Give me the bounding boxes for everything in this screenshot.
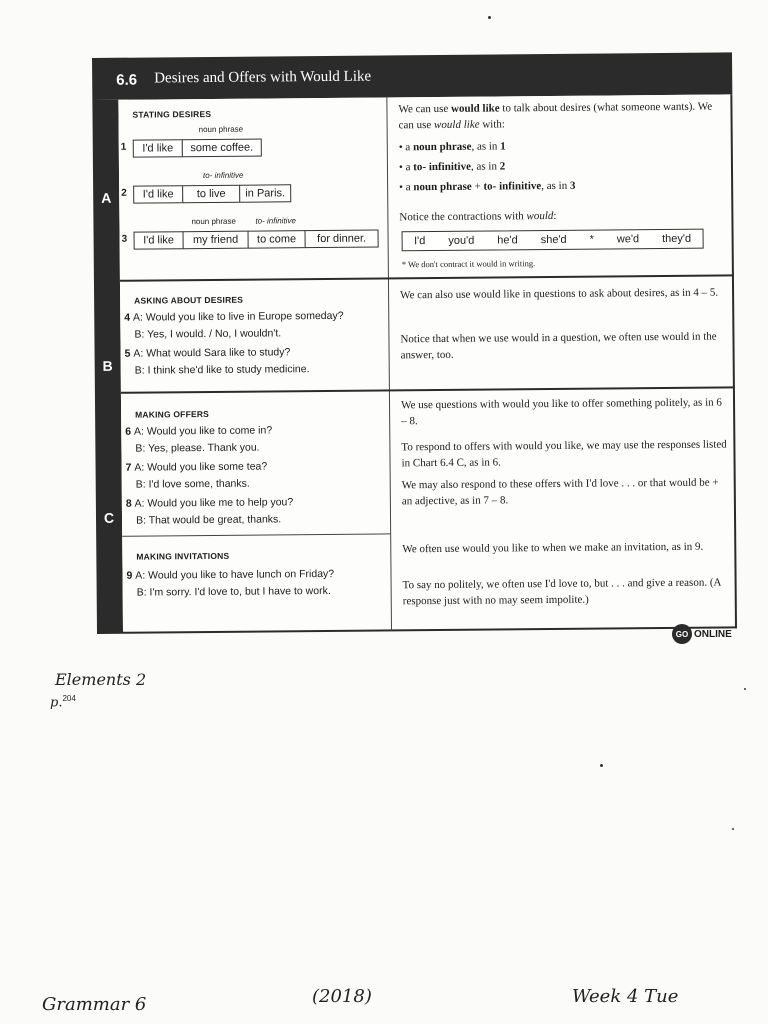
invitations-explanation-1: We often use would you like to when we make an invitation, as in 9.	[402, 540, 704, 556]
bullet-to-infinitive: • a to- infinitive, as in 2	[398, 160, 506, 174]
label-noun-phrase-3: noun phrase	[191, 216, 236, 227]
label-to-infinitive: to- infinitive	[202, 170, 244, 181]
section-letter-b: B	[102, 357, 113, 374]
handwritten-course: Grammar 6	[42, 994, 147, 1015]
subsection-divider	[122, 533, 390, 536]
example-number-2: 2	[121, 187, 127, 199]
asking-explanation-1: We can also use would like in questions to ask about desires, as in 4 – 5.	[400, 286, 719, 302]
section-letter-c: C	[103, 509, 115, 526]
making-offers-heading: MAKING OFFERS	[135, 408, 210, 420]
asking-explanation-2: Notice that when we use would in a question, we often use would in the answer, too.	[400, 330, 717, 362]
contraction-footnote: * We don't contract it would in writing.	[401, 258, 536, 270]
example-7-answer: B: I'd love some, thanks.	[135, 477, 250, 491]
grammar-chart	[92, 52, 737, 634]
example-2-cell-2: to live	[182, 185, 240, 204]
chart-header	[92, 52, 732, 100]
contraction-theyd: they'd	[662, 232, 692, 246]
example-number-1: 1	[120, 141, 127, 153]
example-2-cell-3: in Paris.	[239, 184, 291, 202]
stating-explanation: We can use would like to talk about desires (what someone wants). We can use would like with:	[398, 100, 713, 132]
example-4-question: 4 A: Would you like to live in Europe someday?	[124, 309, 344, 324]
section-divider-bc	[121, 386, 735, 393]
contraction-youd: you'd	[448, 234, 475, 247]
chart-number: 6.6	[116, 71, 138, 89]
section-divider-ab	[120, 274, 734, 281]
contractions-notice: Notice the contractions with would:	[399, 209, 557, 224]
making-invitations-heading: MAKING INVITATIONS	[136, 550, 230, 562]
handwritten-book-title: Elements 2	[55, 670, 147, 689]
offers-explanation-2: To respond to offers with would you like, we may use the responses listed in Chart 6.4 C, as in 6.	[401, 438, 727, 470]
example-8-answer: B: That would be great, thanks.	[135, 513, 282, 527]
column-divider	[386, 97, 392, 631]
chart-title: Desires and Offers with Would Like	[154, 68, 372, 87]
section-letter-a: A	[101, 189, 112, 206]
scan-speck	[488, 16, 491, 19]
example-4-answer: B: Yes, I would. / No, I wouldn't.	[134, 327, 282, 341]
contraction-wed: we'd	[616, 233, 640, 246]
example-9-answer: B: I'm sorry. I'd love to, but I have to work.	[136, 584, 331, 599]
scan-speck	[732, 828, 734, 830]
example-8-question: 8 A: Would you like me to help you?	[125, 496, 294, 510]
scan-speck	[600, 764, 603, 767]
example-5-question: 5 A: What would Sara like to study?	[124, 346, 291, 360]
example-6-answer: B: Yes, please. Thank you.	[135, 441, 260, 455]
example-3-cell-1: I'd like	[134, 231, 184, 249]
stating-desires-heading: STATING DESIRES	[132, 108, 212, 120]
contraction-hed: he'd	[497, 234, 518, 247]
invitations-explanation-2: To say no politely, we often use I'd love to, but . . . and give a reason. (A response just with no may seem impolite.)	[402, 576, 721, 608]
handwritten-week: Week 4 Tue	[572, 986, 679, 1007]
asking-desires-heading: ASKING ABOUT DESIRES	[134, 294, 244, 306]
bullet-noun-phrase: • a noun phrase, as in 1	[398, 140, 506, 154]
contraction-id: I'd	[414, 235, 426, 248]
example-7-question: 7 A: Would you like some tea?	[125, 460, 268, 474]
handwritten-year: (2018)	[312, 986, 372, 1007]
contraction-shed: she'd	[540, 233, 567, 247]
contraction-it-asterisk: *	[589, 233, 594, 246]
example-1-cell-1: I'd like	[133, 139, 183, 157]
go-online-badge[interactable]	[672, 624, 732, 644]
bullet-noun-phrase-to-infinitive: • a noun phrase + to- infinitive, as in 3	[399, 179, 576, 194]
chart-body	[118, 94, 737, 633]
example-6-question: 6 A: Would you like to come in?	[125, 424, 273, 438]
contractions-box	[402, 229, 704, 252]
offers-explanation-1: We use questions with would you like to offer something politely, as in 6 – 8.	[400, 396, 722, 428]
example-1-cell-2: some coffee.	[182, 139, 262, 158]
example-5-answer: B: I think she'd like to study medicine.	[134, 363, 310, 377]
handwritten-page-ref: p.$^{204}$	[50, 694, 76, 711]
example-3-cell-3: to come	[248, 230, 306, 249]
example-3-cell-4: for dinner.	[305, 230, 379, 249]
label-noun-phrase: noun phrase	[198, 124, 244, 135]
example-2-cell-1: I'd like	[133, 185, 183, 203]
example-number-3: 3	[121, 233, 128, 245]
label-to-infinitive-3: to- infinitive	[255, 216, 296, 226]
go-online-label: ONLINE	[694, 628, 732, 640]
offers-explanation-3: We may also respond to these offers with I'd love . . . or that would be + an adjective, as in 7 – 8.	[401, 476, 719, 508]
example-9-question: 9 A: Would you like to have lunch on Friday?	[126, 567, 335, 582]
go-icon: GO	[672, 624, 692, 644]
scan-speck	[744, 688, 746, 690]
example-3-cell-2: my friend	[183, 231, 249, 250]
